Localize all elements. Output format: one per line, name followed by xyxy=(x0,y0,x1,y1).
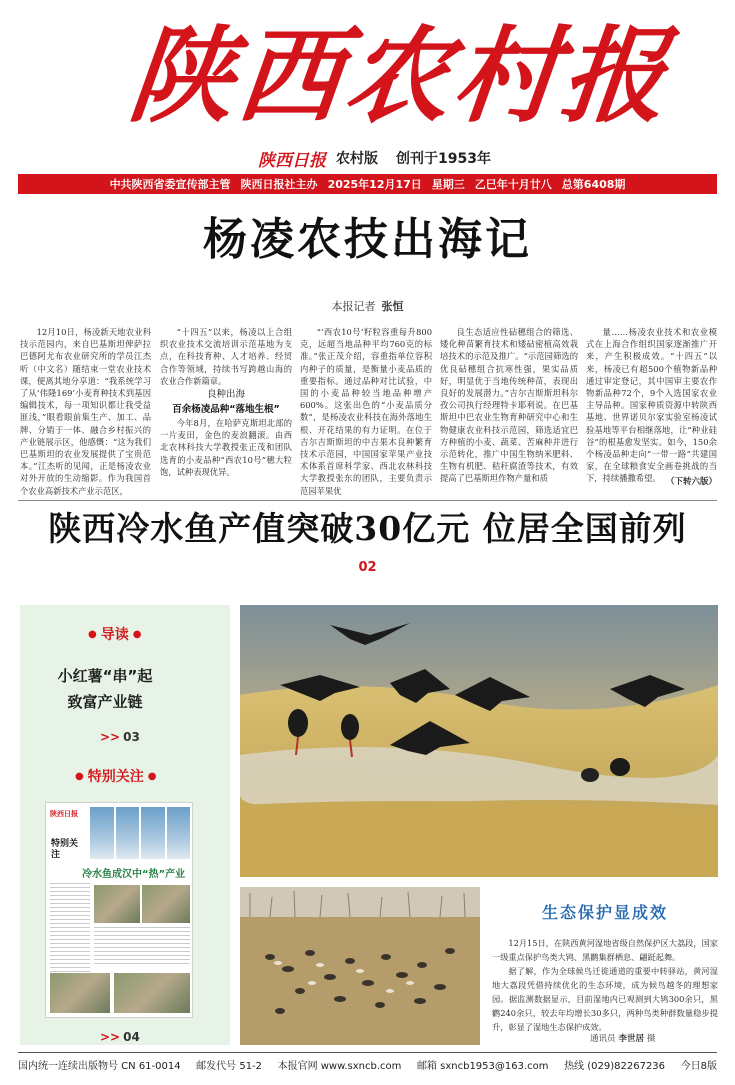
info-bar xyxy=(18,174,717,194)
byline-label: 本报记者 xyxy=(331,300,376,313)
mini-headline: 冷水鱼成汉中“热”产业 xyxy=(82,869,186,880)
black-storks-photo xyxy=(240,605,718,877)
guide-page-ref[interactable]: >> 03 xyxy=(100,730,140,744)
lead-paragraph: “‘西农10号’籽粒容重每升800克，远超当地品种平均760克的标准。”张正茂介绍，容重指单位容积内种子的质量，是衡量小麦品质的重要指标。通过品种对比试验，中国的小麦品种较当地品种增产600%。这张出色的“小麦品质分数”，是杨凌农业科技在海外落地生根、开花结果的有力证明。在位于吉尔吉斯斯坦的中吉果木良种繁育技术示范园，中国国家苹果产业技术体系首席科学家、西北农林科技大学教授张东的团队，主要负责示范园苹果优 xyxy=(300,327,432,496)
lead-paragraph: 今年8月，在哈萨克斯坦北部的一片麦田，金色的麦浪翻滚。由西北农林科技大学教授张正茂和团队选育的小麦品种“西农10号”穗大粒饱，试种表现优异。 xyxy=(160,418,292,477)
lead-column-1 xyxy=(20,326,151,496)
continued-note[interactable]: （下转六版） xyxy=(665,477,717,487)
footer-page-count: 今日8版 xyxy=(680,1060,717,1072)
issue-number: 总第6408期 xyxy=(561,178,626,191)
weekday: 星期三 xyxy=(431,178,465,191)
guide-item-title[interactable]: 致富产业链 xyxy=(67,693,143,711)
photo-credit: 通讯员 李世居 摄 xyxy=(590,1034,656,1044)
date: 2025年12月17日 xyxy=(327,178,422,191)
newspaper-title: 陕西农村报 xyxy=(123,14,677,137)
shaanxi-daily-logo: 陕西日报 xyxy=(258,150,326,171)
lead-paragraph: 12月10日，杨凌新天地农业科技示范园内，来自巴基斯坦俾萨拉巴德阿尤布农业研究所的学员江杰听（中文名）随结束一堂农业技术课，便离其地分享道：“我系统学习了从‘伟隆169’小麦育种技术到基因编辑技术，每一项知识都让我受益匪浅，”眼看眼前集生产、加工、品牌、分销于一体、融合乡村振兴的产业链展示区，他感慨：“这为我们巴基斯坦的农业发展提供了宝贵范本。”江杰听的见闻，正是杨凌农业对外开放的生动缩影。作为我国首个农业高新技术产业示范区， xyxy=(20,327,151,496)
mini-logo: 陕西日报 xyxy=(50,809,78,818)
dot-icon: ● xyxy=(88,628,97,640)
footer-cn: 国内统一连续出版物号 CN 61-0014 xyxy=(18,1060,181,1072)
guide-item-title[interactable]: 小红薯“串”起 xyxy=(57,667,153,685)
mini-photo-strip xyxy=(90,807,190,859)
lead-paragraph: “十四五”以来，杨凌以上合组织农业技术交流培训示范基地为支点，在科技育种、人才培养、经贸合作等领域，持续书写跨越山海的农业合作新篇章。 xyxy=(160,327,292,386)
great-bustards-photo xyxy=(240,887,480,1045)
lead-byline xyxy=(0,298,735,314)
eco-paragraph: 12月15日，在陕西黄河湿地省级自然保护区大荔段，国家一级重点保护鸟类大鸨、黑鹳集群栖息、翩跹起舞。 xyxy=(492,938,718,962)
eco-paragraph: 据了解，作为全球候鸟迁徙通道的重要中转驿站，黄河湿地大荔段凭借持续优化的生态环境，成为候鸟越冬的理想家园。据监测数据显示，目前湿地内已观测到大鸨300余只，黑鹳240余只，较去年均增长30多只，两种鸟类种群数量稳步提升，彰显了湿地生态保护成效。 xyxy=(492,966,718,1032)
guide-page-ref[interactable]: >> 04 xyxy=(100,1030,140,1044)
lead-subhead-b: 百余杨凌品种“落地生根” xyxy=(172,404,280,416)
special-focus-label-text: 特别关注 xyxy=(87,769,144,785)
lunar-date: 乙巳年十月廿八 xyxy=(474,178,552,191)
divider xyxy=(18,500,717,501)
double-chevron-right-icon: >> xyxy=(100,1030,121,1044)
footer-post: 邮发代号 51-2 xyxy=(196,1060,263,1072)
mini-photo xyxy=(142,885,190,923)
dot-icon: ● xyxy=(75,770,84,782)
mini-photo xyxy=(50,973,110,1013)
second-headline-page[interactable]: 02 xyxy=(358,560,377,575)
footer-email[interactable]: 邮箱 sxncb1953@163.com xyxy=(416,1060,549,1072)
lead-subhead-a: 良种出海 xyxy=(206,389,245,401)
page-4-thumbnail[interactable] xyxy=(45,802,193,1018)
lead-column-4 xyxy=(440,326,578,492)
lead-column-5 xyxy=(586,326,717,492)
lead-paragraph: 良生态适应性砧穗组合的筛选、矮化种苗繁育技术和矮砧密植高效栽培技术的示范及推广。“示范园筛选的优良砧穗组合抗寒性强，果实品质好，明显优于当地传统种苗，表现出良好的发展潜力。”吉尔吉斯斯坦科尔孜公司执行经理特卡耶利说。在巴基斯坦中巴农业生物育种研究中心和生物健康农业科技示范园，筛选适宜巴方种植的小麦、蔬菜、苦麻种并进行示范转化，推广中国生物纳米肥料、生物有机肥、秸秆腐渣等技术，有效提高了巴基斯坦作物产量和质 xyxy=(440,327,578,484)
lead-column-2 xyxy=(160,326,292,492)
lead-headline[interactable]: 杨凌农技出海记 xyxy=(203,214,532,265)
edition-label: 农村版 xyxy=(336,151,378,167)
founded-label: 创刊于1953年 xyxy=(396,151,491,167)
publisher: 陕西日报社主办 xyxy=(240,178,318,191)
mini-photo xyxy=(114,973,190,1013)
guide-label xyxy=(88,624,141,644)
double-chevron-right-icon: >> xyxy=(100,730,121,744)
footer-hotline: 热线 (029)82267236 xyxy=(564,1060,666,1072)
sponsor: 中共陕西省委宣传部主管 xyxy=(109,178,231,191)
eco-headline[interactable]: 生态保护显成效 xyxy=(541,903,668,922)
sub-brand xyxy=(258,147,491,169)
special-focus-label xyxy=(75,766,156,786)
lead-column-3 xyxy=(300,326,432,496)
dot-icon: ● xyxy=(147,770,157,782)
second-headline[interactable]: 陕西冷水鱼产值突破30亿元 位居全国前列 xyxy=(48,509,687,548)
eco-caption xyxy=(492,936,718,1034)
footer-website[interactable]: 本报官网 www.sxncb.com xyxy=(277,1060,402,1072)
mini-special-label: 特别关注 xyxy=(51,839,79,860)
byline-name: 张恒 xyxy=(381,300,404,313)
masthead xyxy=(0,0,735,172)
lead-paragraph: 量……杨凌农业技术和农业模式在上海合作组织国家逐渐推广开来，产生积极成效。“十四五”以来，杨凌已有超500个植物新品种通过审定登记，其中国审主要农作物新品种72个，9个入选国家农业主导品种。国家种质资源中转陕西基地、世界诺贝尔家实验室杨凌试验基地等平台相继落地，让“种业硅谷”的根基愈发坚实。如今，150余个杨凌品种走向“一带一路”共建国家，在全球粮食安全画卷挑战的当下，持续播撒希望。 xyxy=(586,327,717,484)
guide-label-text: 导读 xyxy=(100,627,129,643)
footer xyxy=(18,1052,717,1072)
mini-photo xyxy=(94,885,140,923)
dot-icon: ● xyxy=(132,628,142,640)
mini-text-block xyxy=(94,927,190,965)
